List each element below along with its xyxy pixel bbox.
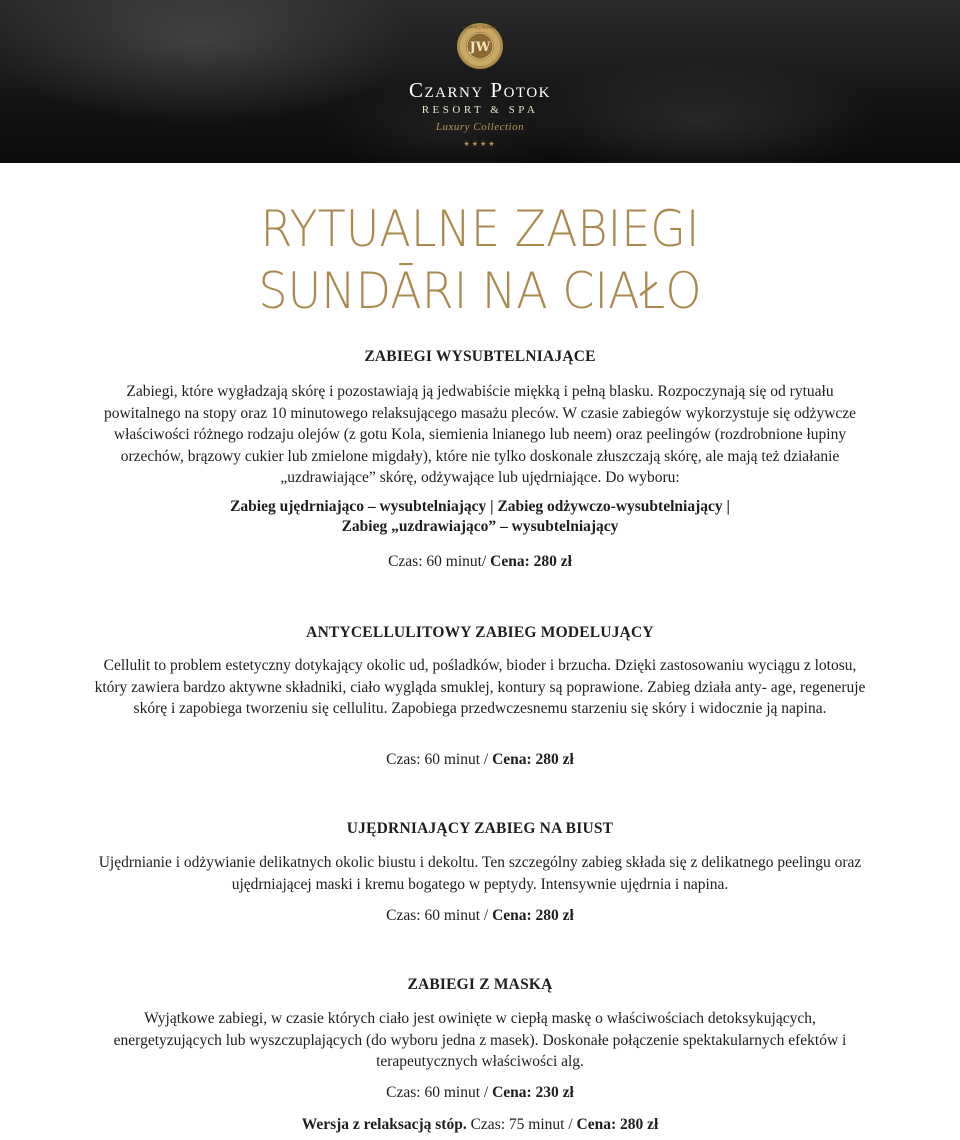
brand-stars: ★★★★ — [463, 140, 497, 148]
variant-time: Czas: 75 minut / — [466, 1116, 577, 1133]
time-label: Czas: 60 minut / — [386, 907, 493, 924]
section-description: Ujędrnianie i odżywianie delikatnych okolic biustu i dekoltu. Ten szczególny zabieg składa się z delikatnego peelingu oraz ujędrniającej maski i kremu bogatego w peptydy. Intensywnie ujędrnia i napina. — [98, 854, 862, 893]
logo-monogram: JW — [469, 40, 491, 55]
price-label: Cena: 280 zł — [492, 751, 574, 768]
section-heading: ANTYCELLULITOWY ZABIEG MODELUJĄCY — [306, 624, 654, 641]
page-title-line-2: SUNDĀRI NA CIAŁO — [258, 262, 702, 320]
time-label: Czas: 60 minut / — [386, 1084, 493, 1101]
brand-luxury-collection: Luxury Collection — [435, 121, 525, 133]
section-heading: ZABIEGI Z MASKĄ — [407, 976, 553, 993]
variant-line — [0, 1116, 960, 1134]
brand-name: Czarny Potok — [409, 78, 551, 102]
section-description: Cellulit to problem estetyczny dotykający okolic ud, pośladków, bioder i brzucha. Dzięki zastosowaniu wyciągu z lotosu, który zawiera bardzo aktywne składniki, ciało wygląda smuklej, kontury są poprawione. Zabieg działa anty- age, regeneruje skórę i zapobiega tworzeniu się cellulitu. Zapobiega przedwczesnemu starzeniu się skóry i widocznie ją napina. — [94, 657, 866, 717]
variant-label: Wersja z relaksacją stóp. — [301, 1116, 467, 1133]
section-heading: UJĘDRNIAJĄCY ZABIEG NA BIUST — [346, 820, 614, 837]
time-label: Czas: 60 minut / — [386, 751, 493, 768]
time-price-line — [0, 751, 960, 769]
section-description: Zabiegi, które wygładzają skórę i pozostawiają ją jedwabiście miękką i pełną blasku. Rozpoczynają się od rytuału powitalnego na stopy oraz 10 minutowego relaksującego masażu pleców. W czasie zabiegów wykorzystuje się odżywcze właściwości różnego rodzaju olejów (z gotu Kola, siemienia lnianego lub neem) oraz peelingów (rozdrobnione łupiny orzechów, brązowy cukier lub zmielone migdały), które nie tylko doskonale złuszczają skórę, ale mają też działanie „uzdrawiające” skórę, odżywające lub ujędrniające. Do wyboru: — [103, 383, 857, 486]
price-label: Cena: 230 zł — [492, 1084, 574, 1101]
treatment-options-line-2: Zabieg „uzdrawiająco” – wysubtelniający — [341, 518, 619, 535]
header-banner — [0, 0, 960, 163]
section-description: Wyjątkowe zabiegi, w czasie których ciało jest owinięte w ciepłą maskę o właściwościach detoksykujących, energetyzujących lub wyszczuplających (do wyboru jedna z masek). Doskonałe połączenie spektakularnych efektów i terapeutycznych właściwości alg. — [113, 1010, 847, 1070]
time-label: Czas: 60 minut/ — [388, 553, 491, 570]
price-label: Cena: 280 zł — [490, 553, 572, 570]
page-title-line-1: RYTUALNE ZABIEGI — [260, 200, 700, 258]
variant-price: Cena: 280 zł — [576, 1116, 659, 1133]
time-price-line — [0, 553, 960, 571]
time-price-line — [0, 907, 960, 925]
time-price-line — [0, 1084, 960, 1102]
price-label: Cena: 280 zł — [492, 907, 574, 924]
section-heading: ZABIEGI WYSUBTELNIAJĄCE — [364, 348, 596, 365]
brand-subtitle: RESORT & SPA — [421, 104, 539, 116]
treatment-options-line-1: Zabieg ujędrniająco – wysubtelniający | Zabieg odżywczo-wysubtelniający | — [230, 498, 730, 515]
jw-logo-badge — [456, 22, 504, 70]
logo-ring-text: JW HOTELS RESORTS — [463, 25, 497, 30]
